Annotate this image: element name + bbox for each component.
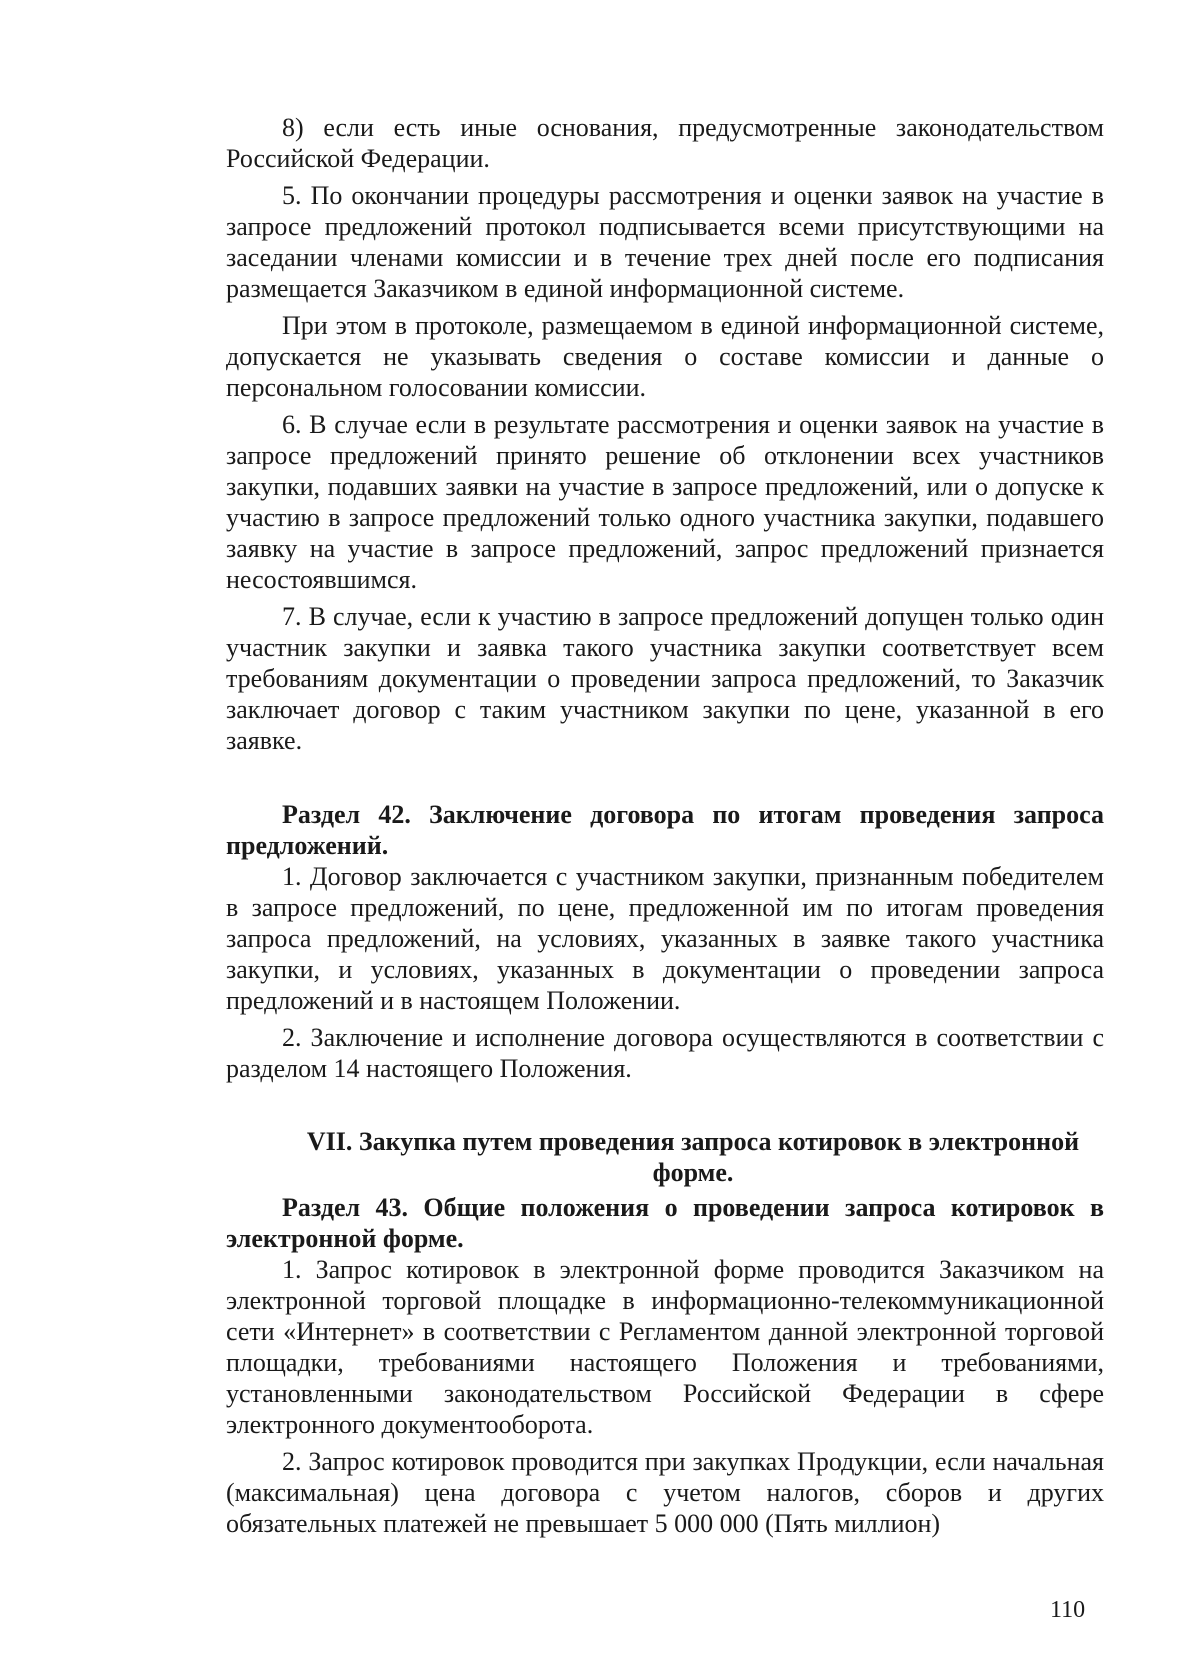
section-spacer: [226, 762, 1104, 799]
section-heading: Раздел 42. Заключение договора по итогам проведения запроса предложений.: [226, 800, 1104, 860]
paragraph: 6. В случае если в результате рассмотрения и оценки заявок на участие в запросе предложений принято решение об отклонении всех участников закупки, подавших заявки на участие в запросе предложений, или о допуске к участию в запросе предложений только одного участника закупки, подавшего заявку на участие в запросе предложений, запрос предложений признается несостоявшимся.: [226, 410, 1104, 594]
section-heading: Раздел 43. Общие положения о проведении запроса котировок в электронной форме.: [226, 1193, 1104, 1253]
paragraph: 1. Запрос котировок в электронной форме проводится Заказчиком на электронной торговой площадке в информационно-телекоммуникационной сети «Интернет» в соответствии с Регламентом данной электронной торговой площадки, требованиями настоящего Положения и требованиями, установленными законодательством Российской Федерации в сфере электронного документооборота.: [226, 1255, 1104, 1439]
document-body: [226, 112, 1104, 1545]
paragraph: 2. Запрос котировок проводится при закупках Продукции, если начальная (максимальная) цена договора с учетом налогов, сборов и других обязательных платежей не превышает 5 000 000 (Пять миллион): [226, 1447, 1104, 1538]
paragraph: 1. Договор заключается с участником закупки, признанным победителем в запросе предложений, по цене, предложенной им по итогам проведения запроса предложений, на условиях, указанных в заявке такого участника закупки, и условиях, указанных в документации о проведении запроса предложений и в настоящем Положении.: [226, 862, 1104, 1015]
page-number: 110: [1050, 1597, 1086, 1623]
paragraph: 8) если есть иные основания, предусмотренные законодательством Российской Федерации.: [226, 113, 1104, 173]
paragraph: 7. В случае, если к участию в запросе предложений допущен только один участник закупки и заявка такого участника закупки соответствует всем требованиям документации о проведении запроса предложений, то Заказчик заключает договор с таким участником закупки по цене, указанной в его заявке.: [226, 602, 1104, 755]
paragraph: 2. Заключение и исполнение договора осуществляются в соответствии с разделом 14 настоящего Положения.: [226, 1023, 1104, 1083]
chapter-spacer: [226, 1090, 1104, 1126]
chapter-heading: VII. Закупка путем проведения запроса котировок в электронной форме.: [306, 1127, 1080, 1187]
paragraph: 5. По окончании процедуры рассмотрения и оценки заявок на участие в запросе предложений протокол подписывается всеми присутствующими на заседании членами комиссии и в течение трех дней после его подписания размещается Заказчиком в единой информационной системе.: [226, 181, 1104, 303]
paragraph: При этом в протоколе, размещаемом в единой информационной системе, допускается не указывать сведения о составе комиссии и данные о персональном голосовании комиссии.: [226, 311, 1104, 402]
